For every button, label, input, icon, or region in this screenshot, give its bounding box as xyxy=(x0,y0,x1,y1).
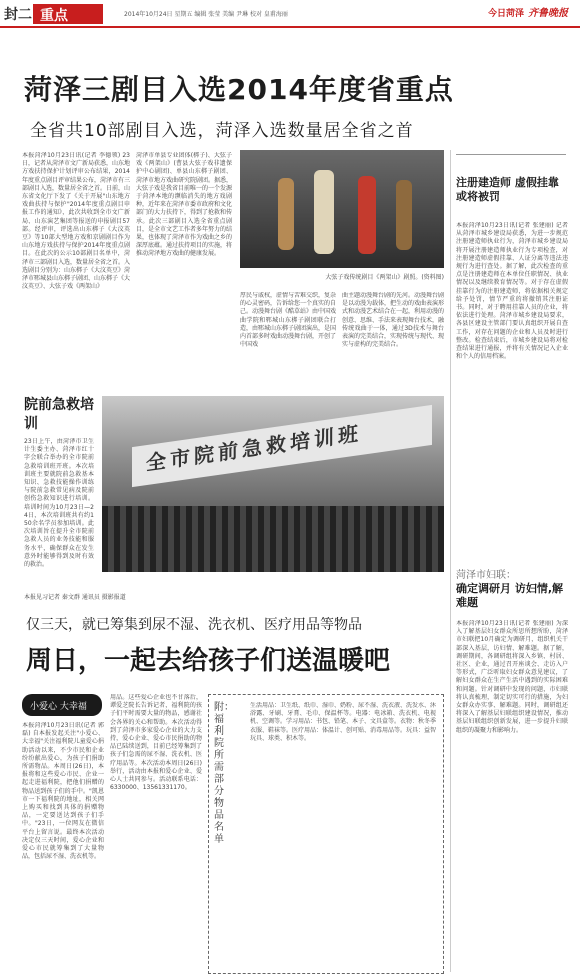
story2-byline: 本报见习记者 秦文群 通讯员 摄影报道 xyxy=(24,594,126,601)
main-story-col4: 曲主题动漫舞台剧的先河。动漫舞台剧是以动漫为载体，把生动的戏曲表演形式和动漫艺术结合在一起，利用动漫的创意、思维、手法来表现舞台技术，融传统戏曲于一体，通过3D技术与舞台表演的完美结合，实现传统与现代、现实与虚构的完美结合。 xyxy=(342,292,444,349)
audience xyxy=(102,506,444,572)
section-name: 重点 xyxy=(40,8,68,24)
right-story1-body: 本报菏泽10月23日讯(记者 张建丽) 记者从菏泽市城乡建设局获悉，为进一步规范注册建造师执业行为，菏泽市城乡建设局将开展注册建造师执业行为专项检查，对注册建造师虚假挂靠、人证分离等违法违规行为进行查处。据了解，此次检查的重点是注册建造师在本单位任职情况、执业情况以及继续教育情况等。对于存在虚假挂靠行为的注册建造师，将依据相关规定给予处罚，情节严重的将撤销其注册证书。同时，对于聘用挂靠人员的企业，将依法进行处理。菏泽市城乡建设局要求，各县区建设主管部门要认真组织开展自查工作，对存在问题的企业和人员及时进行整改。检查结束后，市城乡建设局将对检查结果进行通报，并将有关情况记入企业和个人的信用档案。 xyxy=(456,222,568,361)
story2-body: 23日上午，由菏泽市卫生计生委主办、菏泽市红十字会联合举办的全市院前急救培训班开班。本次培训班主要就院前急救基本知识、急救技能操作训练与院前急救常见病及院前创伤急救知识进行培训。培训时间为10月23日—24日，本次培训班共有约150余名学员参加培训。此次培训旨在提升全市院前急救人员的业务技能和服务水平，确保群众在发生意外时能够得到及时有效的救治。 xyxy=(24,438,94,569)
right-story1-title: 注册建造师 虚假挂靠或将被罚 xyxy=(456,176,559,203)
right-story2-title: 确定调研月 访妇情,解难题 xyxy=(456,582,564,609)
charity-logo-text: 小爱心 大幸福 xyxy=(30,702,87,712)
opera-photo xyxy=(240,150,444,268)
main-headline: 菏泽三剧目入选2014年度省重点 xyxy=(24,73,454,106)
story3-subtitle: 仅三天，就已筹集到尿不湿、洗衣机、医疗用品等物品 xyxy=(26,617,362,633)
stage-figure xyxy=(358,176,376,254)
supply-list-title: 附：福利院所需部分物品名单 xyxy=(214,702,234,845)
opera-photo-caption: 大弦子戏传统剧目《两架山》剧照。(资料图) xyxy=(325,274,444,281)
issue-meta: 2014年10月24日 星期五 编辑 张莹 美编 尹琳 校对 皇甫海丽 xyxy=(124,11,288,18)
section-code: 封二 xyxy=(4,7,32,23)
main-story-col2: 菏泽市单县专业团体(梆子)、大弦子戏《两架山》(曹县大弦子戏非遗保护中心剧团)、单县山东梆子剧团、菏泽市地方戏曲研究院剧团。据悉，大弦子戏是我省目前唯一的一个发源于菏泽本地的濒临消失的地方戏剧种，近年来在菏泽市委市政府和文化部门的大力扶持下，得到了抢救和传承。此次三部剧目入选全省重点剧目，是全市文艺工作者多年努力的结果，也体现了菏泽市作为戏曲之乡的深厚底蕴。通过扶持项目的实施，将推动菏泽地方戏曲的健康发展。 xyxy=(136,152,232,258)
stage-figure xyxy=(314,170,334,254)
vertical-rule xyxy=(450,150,451,972)
masthead xyxy=(0,0,580,28)
masthead-rule xyxy=(0,26,580,28)
right-story2-kicker: 菏泽市妇联： xyxy=(456,570,516,581)
story3-title: 周日，一起去给孩子们送温暖吧 xyxy=(26,646,391,676)
logo-today-heze: 今日菏泽 xyxy=(488,9,525,19)
main-story-col1: 本报菏泽10月23日讯(记者 李德领) 23日，记者从菏泽市文广新局获悉，山东地方戏扶持保护计划评审公布结果，2014年度重点剧目评审结果公布，菏泽市有三部剧目入选，数量居全省之首。日前，山东省文化厅下发了《关于开展"山东地方戏曲扶持与保护"2014年度重点剧目申报工作的通知》，此次共收到全市文广新局、山东演艺集团等报送的申报剧目57部。经评审，评选出山东梆子《大汶英豆》等10部大型地方戏和京剧剧目作为山东地方戏扶持与保护2014年度重点剧目。在此次的公示10部剧目名单中，菏泽市三部剧目入选，数量居全省之首。入选剧目分别为：山东梆子《大汶英豆》菏泽市郓城县山东梆子剧团、山东梆子《大汶英豆》、大弦子戏《两架山》 xyxy=(22,152,130,291)
stage-figure xyxy=(278,178,294,250)
story3-col1: 本报菏泽10月23日讯(记者 郭磊) 自本报发起关注"小爱心、大幸福"关注福利院儿童爱心捐助活动以来，不少市民和企业纷纷献出爱心，为孩子们捐助所需物品。本周日(26日)，本报将和这些爱心市民、企业一起走进福利院，把他们捐赠的物品送到孩子们的手中。"凯恩市一下福利院的地址，相关网上购买和找到具体的捐赠物品，一定要送达到孩子们手中。"23日，一位网友在微信平台上留言说。最终本次活动决定仅三天时间，爱心企业和爱心市民就筹集到了大量物品，包括尿不湿、洗衣机等。 xyxy=(22,722,104,861)
training-photo xyxy=(102,396,444,572)
stage-figure xyxy=(396,180,412,250)
banner-text: 全市院前急救培训班 xyxy=(146,420,362,476)
story3-col2: 用品。这些爱心企业也不甘落后，谭爱芝院长告诉记者，福利院的孩子们平时需要大量的物品，感谢社会各界的关心和帮助。本次活动得到了菏泽市多家爱心企业的大力支持，爱心企业、爱心市民捐助的物品已陆续送到，目前已经筹集到了孩子们急需的尿不湿、洗衣机、医疗用品等。本次活动本周日(26日)举行，活动由本报和爱心企业、爱心人士共同参与。活动联系电话：6330000、13561331170。 xyxy=(110,694,202,792)
main-story-col3: 厚民与戚权，虚情与苦难交织，复杂的心灵密码，告诉给您一个真实的自己。动漫舞台剧《酷草站》由中国戏曲学院和郓城山东梆子剧团联合打造，由郓城山东梆子剧团演出，是国内首部多时戏曲动漫舞台剧，开创了中国戏 xyxy=(240,292,336,349)
story2-title: 院前急救培训 xyxy=(24,397,94,432)
right-story1-rule xyxy=(456,154,566,155)
charity-logo xyxy=(22,694,102,716)
supply-list-items: 生活用品：卫生纸、纸巾、湿巾、奶粉、尿不湿、洗衣液、洗发水、沐浴露、牙刷、牙膏、毛巾、保温杯等。电器：电冰箱、洗衣机、电视机、空调等。学习用品：书包、铅笔、本子、文具盒等。衣物：秋冬季衣服、鞋袜等。医疗用品：体温计、创可贴、消毒用品等。玩具：益智玩具、球类、积木等。 xyxy=(250,702,436,742)
logo-qilu-evening: 齐鲁晚报 xyxy=(528,8,568,19)
right-story2-body: 本报菏泽10月23日讯(记者 张建丽) 为深入了解基层妇女群众所思所想所盼，菏泽市妇联把10月确定为调研月，组织机关干部深入基层，访妇情、解难题。据了解，调研期间，各调研组将深入乡镇、村居、社区、企业，通过召开座谈会、走访入户等形式，广泛听取妇女群众意见建议，了解妇女群众在生产生活中遇到的实际困难和问题。针对调研中发现的问题，市妇联将认真梳理，制定切实可行的措施，为妇女群众办实事、解难题。同时，调研组还将深入了解基层妇联组织建设情况，推动基层妇联组织创新发展，进一步提升妇联组织的凝聚力和影响力。 xyxy=(456,620,568,734)
main-subtitle: 全省共10部剧目入选，菏泽入选数量居全省之首 xyxy=(30,121,414,141)
